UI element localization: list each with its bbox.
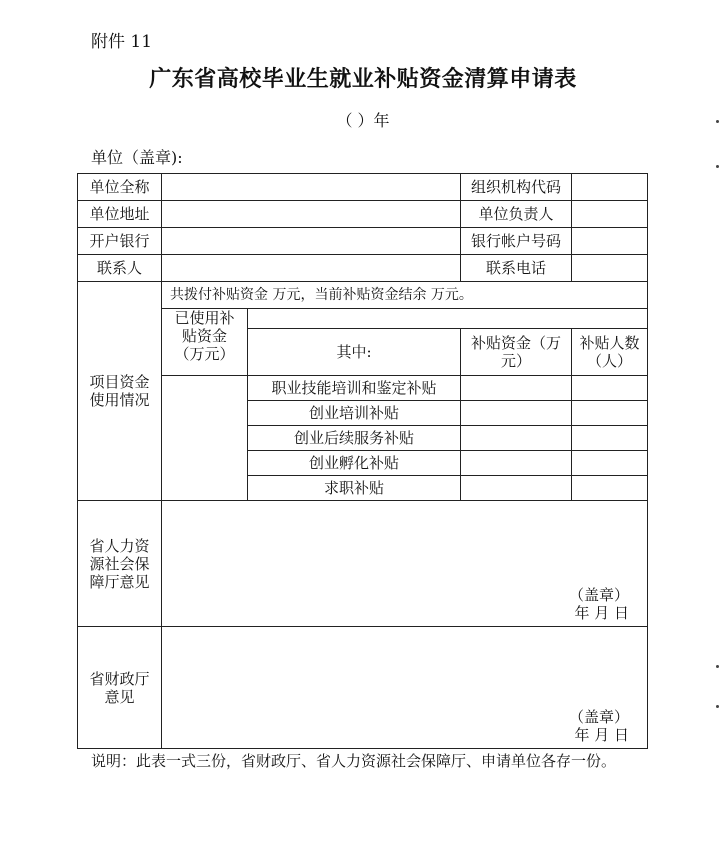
field-bank[interactable]	[162, 228, 461, 255]
label-finance-opinion: 省财政厅意见	[78, 627, 162, 749]
year-line: （ ）年	[336, 111, 390, 130]
used-funds-value[interactable]	[162, 376, 248, 501]
subsidy-funds-header: 补贴资金（万元）	[461, 329, 572, 376]
item-people[interactable]	[572, 476, 648, 501]
item-funds[interactable]	[461, 426, 572, 451]
label-org-code: 组织机构代码	[461, 174, 572, 201]
header-spacer	[248, 309, 648, 329]
scan-speck	[716, 120, 719, 123]
unit-stamp-label: 单位（盖章):	[91, 148, 183, 167]
field-contact[interactable]	[162, 255, 461, 282]
label-phone: 联系电话	[461, 255, 572, 282]
among-header: 其中:	[248, 329, 461, 376]
application-form-table	[77, 173, 648, 749]
label-unit-name: 单位全称	[78, 174, 162, 201]
item-people[interactable]	[572, 376, 648, 401]
hr-stamp: （盖章）	[568, 586, 629, 604]
item-label: 创业培训补贴	[248, 401, 461, 426]
finance-opinion-area[interactable]	[162, 627, 648, 749]
item-funds[interactable]	[461, 376, 572, 401]
field-org-code[interactable]	[572, 174, 648, 201]
attachment-number: 附件 11	[91, 32, 153, 52]
item-funds[interactable]	[461, 476, 572, 501]
label-contact: 联系人	[78, 255, 162, 282]
finance-stamp: （盖章）	[568, 708, 629, 726]
label-fund-usage: 项目资金使用情况	[78, 282, 162, 501]
allocated-line: 共拨付补贴资金 万元，当前补贴资金结余 万元。	[162, 282, 648, 309]
label-hr-opinion: 省人力资源社会保障厅意见	[78, 501, 162, 627]
hr-date: 年 月 日	[574, 604, 629, 622]
item-people[interactable]	[572, 451, 648, 476]
item-label: 创业后续服务补贴	[248, 426, 461, 451]
field-unit-name[interactable]	[162, 174, 461, 201]
people-count-header: 补贴人数（人）	[572, 329, 648, 376]
item-funds[interactable]	[461, 451, 572, 476]
item-label: 职业技能培训和鉴定补贴	[248, 376, 461, 401]
field-unit-head[interactable]	[572, 201, 648, 228]
field-phone[interactable]	[572, 255, 648, 282]
item-label: 求职补贴	[248, 476, 461, 501]
used-funds-header: 已使用补贴资金（万元）	[162, 309, 248, 376]
field-unit-address[interactable]	[162, 201, 461, 228]
label-bank-account: 银行帐户号码	[461, 228, 572, 255]
item-people[interactable]	[572, 401, 648, 426]
label-bank: 开户银行	[78, 228, 162, 255]
scan-speck	[716, 705, 719, 708]
scan-speck	[716, 165, 719, 168]
form-title: 广东省高校毕业生就业补贴资金清算申请表	[149, 67, 577, 92]
item-label: 创业孵化补贴	[248, 451, 461, 476]
hr-opinion-area[interactable]	[162, 501, 648, 627]
item-funds[interactable]	[461, 401, 572, 426]
finance-date: 年 月 日	[574, 726, 629, 744]
form-note: 说明：此表一式三份，省财政厅、省人力资源社会保障厅、申请单位各存一份。	[91, 752, 617, 770]
label-unit-address: 单位地址	[78, 201, 162, 228]
item-people[interactable]	[572, 426, 648, 451]
scan-speck	[716, 665, 719, 668]
field-bank-account[interactable]	[572, 228, 648, 255]
label-unit-head: 单位负责人	[461, 201, 572, 228]
